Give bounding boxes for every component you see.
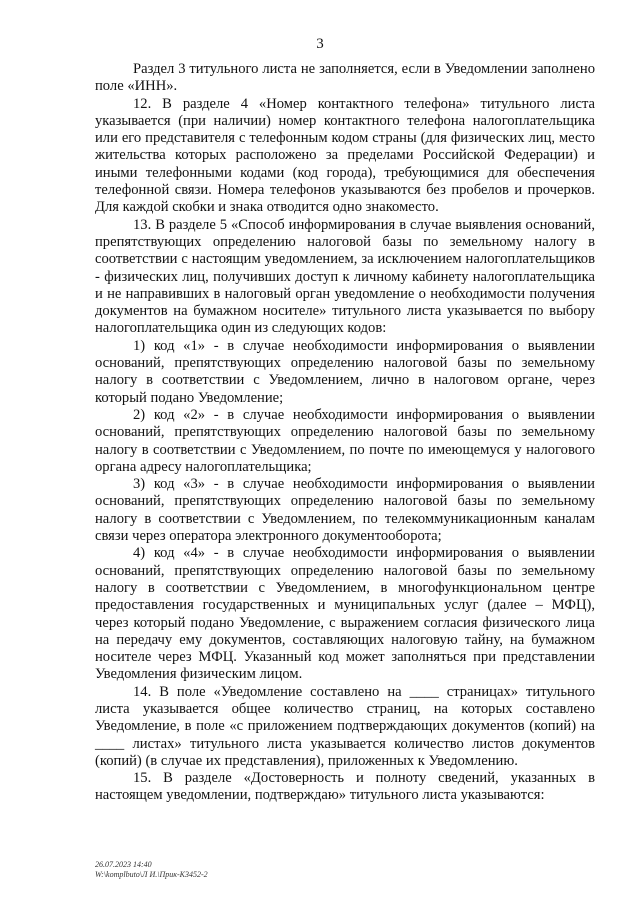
paragraph-code-4: 4) код «4» - в случае необходимости информирования о выявлении оснований, препятствующих определению налоговой базы по земельному налогу в соответствии с Уведомлением, в многофункциональном центре предоставления государственных и муниципальных услуг (далее – МФЦ), через который подано Уведомление, с выражением согласия физического лица на передачу ему документов, составляющих налоговую тайну, на бумажном носителе через МФЦ. Указанный код может заполняться при представлении Уведомления физическим лицом. bbox=[95, 545, 595, 683]
paragraph-code-3: 3) код «3» - в случае необходимости информирования о выявлении оснований, препятствующих определению налоговой базы по земельному налогу в соответствии с Уведомлением, по телекоммуникационным каналам связи через оператора электронного документооборота; bbox=[95, 476, 595, 545]
paragraph-item-13: 13. В разделе 5 «Способ информирования в случае выявления оснований, препятствующих определению налоговой базы по земельному налогу в соответствии с настоящим уведомлением, за исключением налогоплательщиков - физических лиц, получивших доступ к личному кабинету налогоплательщика и не направивших в налоговый орган уведомление о необходимости получения документов на бумажном носителе» титульного листа указывается по выбору налогоплательщика один из следующих кодов: bbox=[95, 216, 595, 337]
document-footer bbox=[95, 860, 208, 880]
document-body bbox=[95, 61, 595, 805]
paragraph-item-15: 15. В разделе «Достоверность и полноту сведений, указанных в настоящем уведомлении, подтверждаю» титульного листа указываются: bbox=[95, 770, 595, 804]
paragraph-code-1: 1) код «1» - в случае необходимости информирования о выявлении оснований, препятствующих определению налоговой базы по земельному налогу в соответствии с Уведомлением, лично в налоговом органе, через который подано Уведомление; bbox=[95, 337, 595, 406]
footer-file-path: W:\komplbuto\Л И.\Прик-К3452-2 bbox=[95, 870, 208, 879]
paragraph-item-14: 14. В поле «Уведомление составлено на ____ страницах» титульного листа указывается общее количество страниц, на которых составлено Уведомление, в поле «с приложением подтверждающих документов (копий) на ____ листах» титульного листа указывается количество листов документов (копий) (в случае их представления), приложенных к Уведомлению. bbox=[95, 683, 595, 769]
paragraph-code-2: 2) код «2» - в случае необходимости информирования о выявлении оснований, препятствующих определению налоговой базы по земельному налогу в соответствии с Уведомлением, по почте по имеющемуся у налогового органа адресу налогоплательщика; bbox=[95, 406, 595, 475]
paragraph-item-12: 12. В разделе 4 «Номер контактного телефона» титульного листа указывается (при наличии) номер контактного телефона налогоплательщика или его представителя с телефонным кодом страны (для физических лиц, место жительства которых расположено за пределами Российской Федерации) и иными телефонными кодами (код города), требующимися для обеспечения телефонной связи. Номера телефонов указываются без пробелов и прочерков. Для каждой скобки и знака отводится одно знакоместо. bbox=[95, 95, 595, 216]
paragraph-section3-note: Раздел 3 титульного листа не заполняется, если в Уведомлении заполнено поле «ИНН». bbox=[95, 61, 595, 95]
footer-timestamp: 26.07.2023 14:40 bbox=[95, 860, 152, 869]
page-number: 3 bbox=[316, 36, 324, 52]
